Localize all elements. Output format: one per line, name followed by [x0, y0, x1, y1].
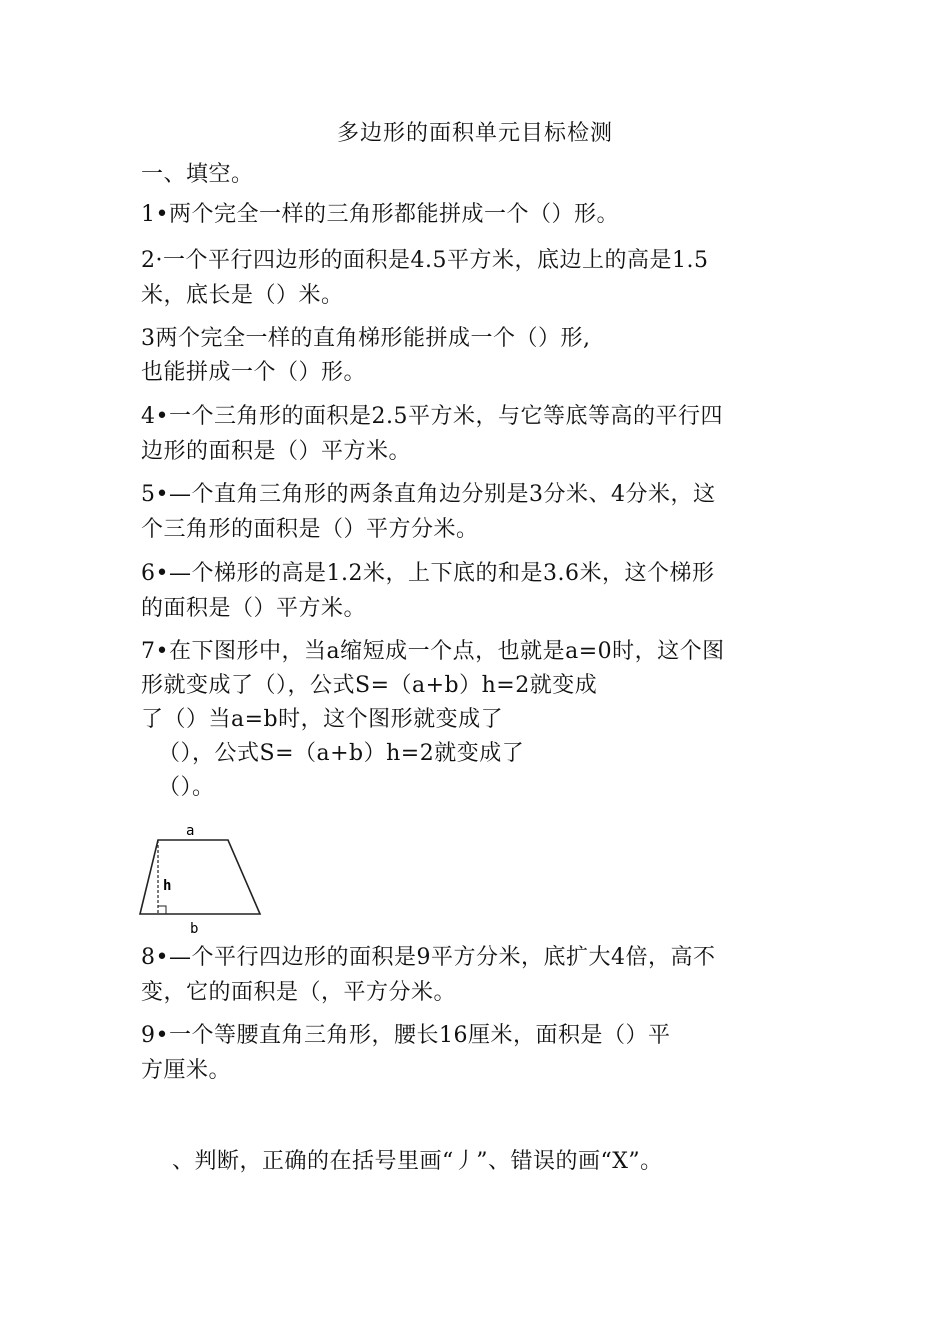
question-2-line-1: 2·一个平行四边形的面积是4.5平方米，底边上的高是1.5	[141, 248, 709, 273]
question-9-line-2: 方厘米。	[141, 1058, 232, 1083]
question-7-line-4: （），公式S=（a+b）h=2就变成了	[158, 741, 525, 766]
trapezoid-figure	[138, 820, 268, 940]
label-a: a	[186, 823, 195, 839]
question-3-line-1: 3两个完全一样的直角梯形能拼成一个（）形,	[141, 326, 591, 351]
section-heading-fill-blank: 一、填空。	[141, 162, 254, 187]
question-4-line-2: 边形的面积是（）平方米。	[141, 439, 412, 464]
trapezoid-diagram	[138, 820, 268, 940]
question-2-line-2: 米，底长是（）米。	[141, 283, 344, 308]
question-5-line-1: 5•—个直角三角形的两条直角边分别是3分米、4分米，这	[141, 482, 716, 507]
question-4-line-1: 4•一个三角形的面积是2.5平方米，与它等底等高的平行四	[141, 404, 723, 429]
label-b: b	[190, 921, 199, 937]
question-6-line-1: 6•—个梯形的高是1.2米，上下底的和是3.6米，这个梯形	[141, 561, 715, 586]
question-1-line-1: 1•两个完全一样的三角形都能拼成一个（）形。	[141, 202, 619, 227]
question-7-line-1: 7•在下图形中，当a缩短成一个点，也就是a=0时，这个图	[141, 639, 725, 664]
label-h: h	[163, 878, 172, 894]
question-9-line-1: 9•一个等腰直角三角形，腰长16厘米，面积是（）平	[141, 1023, 671, 1048]
question-5-line-2: 个三角形的面积是（）平方分米。	[141, 517, 479, 542]
question-7-line-5: （）。	[158, 775, 215, 800]
question-6-line-2: 的面积是（）平方米。	[141, 596, 367, 621]
question-7-line-2: 形就变成了（），公式S=（a+b）h=2就变成	[141, 673, 598, 698]
question-7-line-3: 了（）当a=b时，这个图形就变成了	[141, 707, 504, 732]
right-angle-mark	[158, 906, 166, 914]
section-heading-judgement: 、判断，正确的在括号里画“丿”、错误的画“X”。	[172, 1149, 663, 1174]
document-title: 多边形的面积单元目标检测	[336, 121, 613, 146]
question-8-line-1: 8•—个平行四边形的面积是9平方分米，底扩大4倍，高不	[141, 945, 716, 970]
question-8-line-2: 变，它的面积是（，平方分米。	[141, 980, 457, 1005]
question-3-line-2: 也能拼成一个（）形。	[141, 360, 367, 385]
